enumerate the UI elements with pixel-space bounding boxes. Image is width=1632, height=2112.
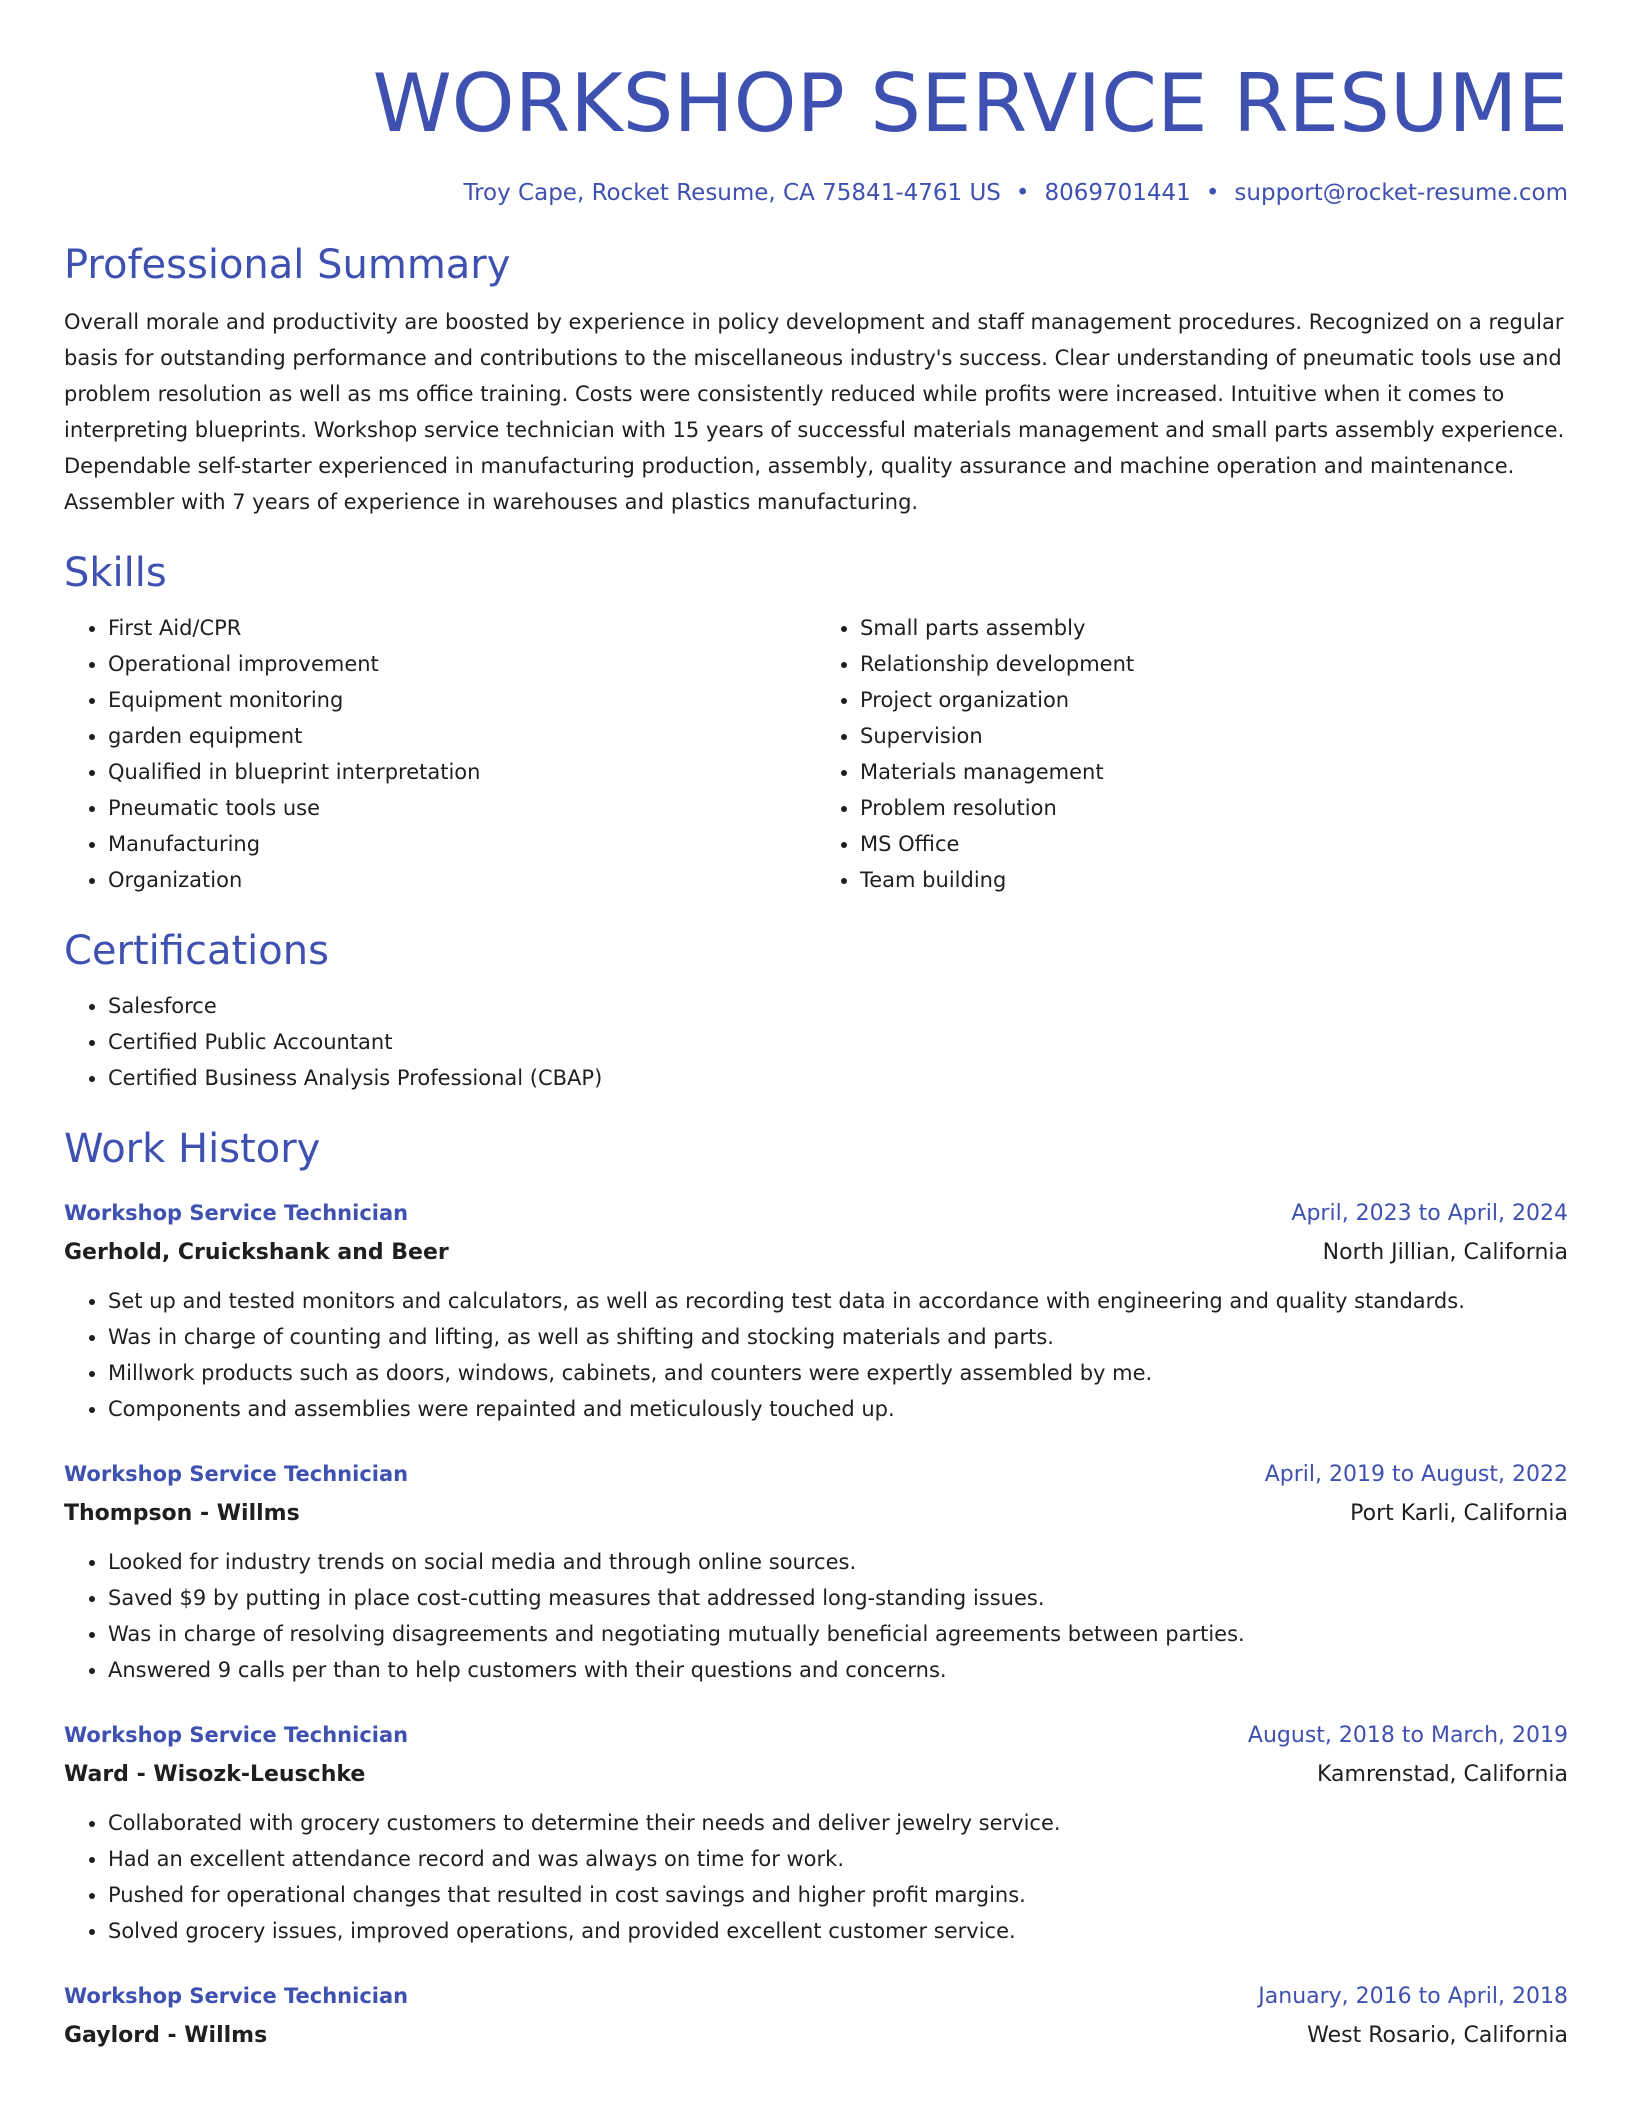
skill-item: • garden equipment [108, 718, 816, 754]
skill-item: • Materials management [860, 754, 1568, 790]
contact-line [64, 178, 1568, 208]
certifications-list [64, 988, 1568, 1096]
contact-separator: • [1015, 180, 1030, 206]
job-bullet: • Was in charge of counting and lifting, as well as shifting and stocking materials and parts. [108, 1319, 1568, 1355]
job-location: Port Karli, California [1350, 1501, 1568, 1526]
job-company: Ward - Wisozk-Leuschke [64, 1762, 366, 1787]
certifications-heading: Certifications [64, 928, 329, 974]
skill-item: • Operational improvement [108, 646, 816, 682]
job-bullet: • Collaborated with grocery customers to determine their needs and deliver jewelry service. [108, 1805, 1568, 1841]
contact-separator: • [1205, 180, 1220, 206]
job-company: Thompson - Willms [64, 1501, 300, 1526]
job-entry [64, 1455, 1568, 1688]
job-bullet: • Millwork products such as doors, windows, cabinets, and counters were expertly assembled by me. [108, 1355, 1568, 1391]
job-subheader [64, 1755, 1568, 1795]
resume-page [64, 0, 1568, 2112]
skill-item: • Supervision [860, 718, 1568, 754]
skills-columns [64, 610, 1568, 898]
job-title: Workshop Service Technician [64, 1201, 409, 1225]
skill-item: • Pneumatic tools use [108, 790, 816, 826]
job-location: Kamrenstad, California [1317, 1762, 1568, 1787]
skill-item: • Problem resolution [860, 790, 1568, 826]
job-title: Workshop Service Technician [64, 1723, 409, 1747]
job-bullets [64, 1805, 1568, 1949]
job-location: West Rosario, California [1307, 2023, 1568, 2048]
job-dates: August, 2018 to March, 2019 [1247, 1723, 1568, 1748]
job-subheader [64, 1494, 1568, 1534]
skill-item: • First Aid/CPR [108, 610, 816, 646]
job-dates: April, 2023 to April, 2024 [1291, 1201, 1568, 1226]
skill-item: • MS Office [860, 826, 1568, 862]
skill-item: • Equipment monitoring [108, 682, 816, 718]
job-header [64, 1977, 1568, 2016]
contact-address: Troy Cape, Rocket Resume, CA 75841-4761 US [463, 180, 1001, 206]
contact-email[interactable]: support@rocket-resume.com [1234, 180, 1568, 206]
job-dates: April, 2019 to August, 2022 [1264, 1462, 1568, 1487]
job-title: Workshop Service Technician [64, 1984, 409, 2008]
job-bullet: • Was in charge of resolving disagreements and negotiating mutually beneficial agreements between parties. [108, 1616, 1568, 1652]
job-bullet: • Looked for industry trends on social media and through online sources. [108, 1544, 1568, 1580]
job-bullet: • Components and assemblies were repainted and meticulously touched up. [108, 1391, 1568, 1427]
job-bullets [64, 1283, 1568, 1427]
job-bullet: • Pushed for operational changes that resulted in cost savings and higher profit margins. [108, 1877, 1568, 1913]
skill-item: • Project organization [860, 682, 1568, 718]
job-header [64, 1194, 1568, 1233]
job-subheader [64, 1233, 1568, 1273]
skill-item: • Relationship development [860, 646, 1568, 682]
summary-heading: Professional Summary [64, 242, 511, 288]
skill-item: • Team building [860, 862, 1568, 898]
job-location: North Jillian, California [1322, 1240, 1568, 1265]
job-bullets [64, 1544, 1568, 1688]
job-dates: January, 2016 to April, 2018 [1258, 1984, 1568, 2009]
work-history-heading: Work History [64, 1126, 321, 1172]
job-company: Gerhold, Cruickshank and Beer [64, 1240, 449, 1265]
job-entry [64, 1194, 1568, 1427]
skills-list-right [816, 610, 1568, 898]
job-entry [64, 1716, 1568, 1949]
job-header [64, 1455, 1568, 1494]
skill-item: • Small parts assembly [860, 610, 1568, 646]
job-bullet: • Set up and tested monitors and calculators, as well as recording test data in accordance with engineering and quality standards. [108, 1283, 1568, 1319]
contact-phone[interactable]: 8069701441 [1044, 180, 1191, 206]
job-title: Workshop Service Technician [64, 1462, 409, 1486]
certification-item: • Certified Public Accountant [108, 1024, 1568, 1060]
certification-item: • Certified Business Analysis Professional (CBAP) [108, 1060, 1568, 1096]
job-header [64, 1716, 1568, 1755]
skill-item: • Organization [108, 862, 816, 898]
job-bullet: • Answered 9 calls per than to help customers with their questions and concerns. [108, 1652, 1568, 1688]
resume-title: WORKSHOP SERVICE RESUME [372, 57, 1568, 150]
skill-item: • Qualified in blueprint interpretation [108, 754, 816, 790]
job-subheader [64, 2016, 1568, 2056]
summary-text: Overall morale and productivity are boosted by experience in policy development and staff management procedures. Recognized on a regular basis for outstanding performance and contributions to the miscellaneous industry's success. Clear understanding of pneumatic tools use and problem resolution as well as ms office training. Costs were consistently reduced while profits were increased. Intuitive when it comes to interpreting blueprints. Workshop service technician with 15 years of successful materials management and small parts assembly experience. Dependable self-starter experienced in manufacturing production, assembly, quality assurance and machine operation and maintenance. Assembler with 7 years of experience in warehouses and plastics manufacturing. [64, 310, 1565, 514]
job-bullet: • Saved $9 by putting in place cost-cutting measures that addressed long-standing issues. [108, 1580, 1568, 1616]
job-entry [64, 1977, 1568, 2056]
skills-heading: Skills [64, 550, 167, 596]
job-bullet: • Had an excellent attendance record and was always on time for work. [108, 1841, 1568, 1877]
job-company: Gaylord - Willms [64, 2023, 268, 2048]
certification-item: • Salesforce [108, 988, 1568, 1024]
job-bullet: • Solved grocery issues, improved operations, and provided excellent customer service. [108, 1913, 1568, 1949]
skills-list-left [64, 610, 816, 898]
skill-item: • Manufacturing [108, 826, 816, 862]
